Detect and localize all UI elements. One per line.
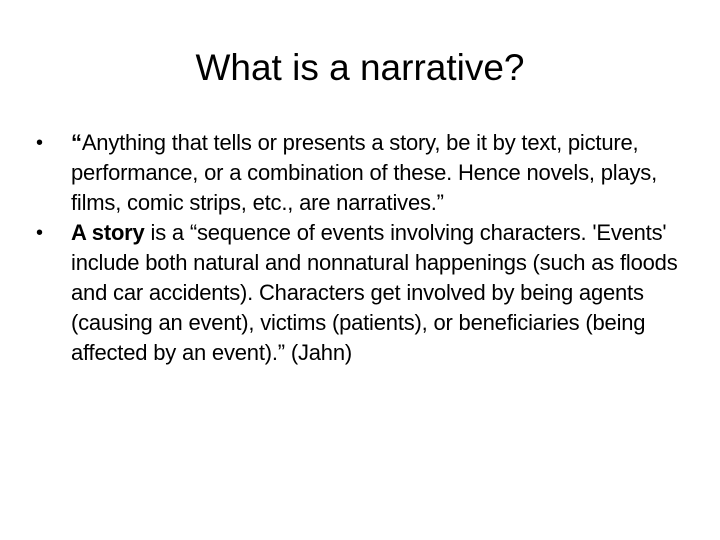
bullet-lead: “ — [71, 130, 82, 155]
bullet-item — [36, 218, 686, 368]
bullet-text: Anything that tells or presents a story, be it by text, picture, performance, or a combination of these. Hence novels, plays, films, comic strips, etc., are narratives.” — [71, 130, 657, 215]
bullet-marker: • — [36, 132, 43, 154]
bullet-marker: • — [36, 222, 43, 244]
bullet-item — [36, 128, 686, 218]
bullet-list — [36, 128, 686, 368]
bullet-text: is a “sequence of events involving characters. 'Events' include both natural and nonnatural happenings (such as floods and car accidents). Characters get involved by being agents (causing an event), victims (patients), or beneficiaries (being affected by an event).” (Jahn) — [71, 220, 678, 365]
slide-title: What is a narrative? — [195, 47, 525, 88]
bullet-lead: A story — [71, 220, 145, 245]
